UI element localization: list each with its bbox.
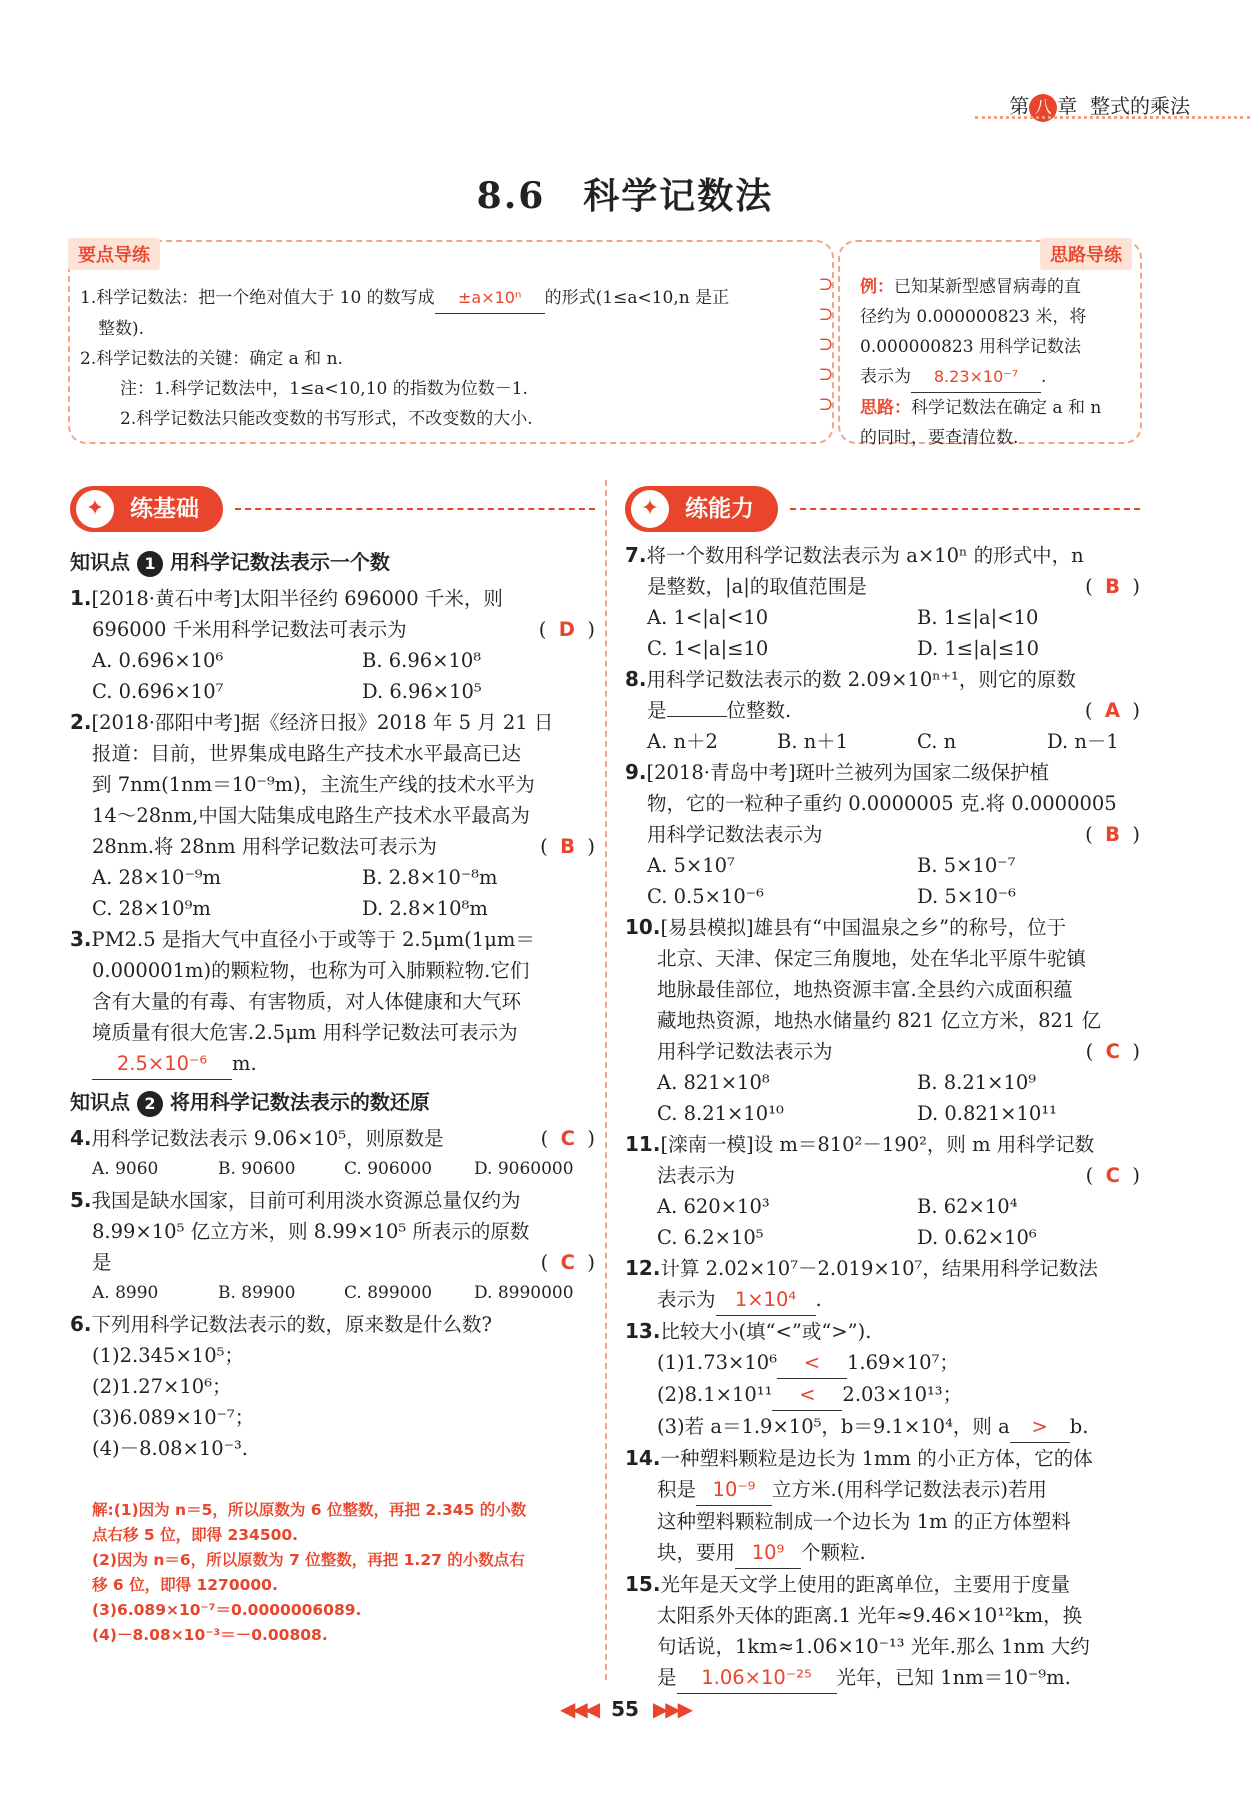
question-5: 5.我国是缺水国家，目前可利用淡水资源总量仅约为 8.99×10⁵ 亿立方米，则 8.99×10⁵ 所表示的原数 是 ( C ) A. 8990 B. 89900 C. 899000 D. 8990000 — [70, 1185, 595, 1309]
q10-answer: C — [1105, 1040, 1120, 1063]
q11-line-2: 法表示为 — [657, 1164, 736, 1187]
q13-sub-2a: (2)8.1×10¹¹ — [657, 1383, 773, 1406]
q2-line-3: 到 7nm(1nm＝10⁻⁹m)，主流生产线的技术水平为 — [92, 773, 535, 796]
q12-number: 12. — [625, 1256, 661, 1280]
question-12 — [625, 1253, 1140, 1316]
knowledge-point-2: 知识点 2 将用科学记数法表示的数还原 — [70, 1086, 595, 1117]
key-point-1-post: 的形式(1≤a<10,n 是正 — [544, 288, 730, 308]
question-9: 9.[2018·青岛中考]斑叶兰被列为国家二级保护植 物，它的一粒种子重约 0.0000005 克.将 0.0000005 用科学记数法表示为 ( B ) A. 5×10⁷ B. 5×10⁻⁷ C. 0.5×10⁻⁶ D. 5×10⁻⁶ — [625, 757, 1140, 912]
q15-line-3: 句话说，1km≈1.06×10⁻¹³ 光年.那么 1nm 大约 — [657, 1635, 1090, 1658]
page-footer — [0, 1697, 1250, 1721]
q8-option-b: B. n＋1 — [777, 730, 849, 753]
q13-sub-3a: (3)若 a＝1.9×10⁵，b＝9.1×10⁴，则 a — [657, 1415, 1010, 1438]
kp2-text: 将用科学记数法表示的数还原 — [169, 1090, 430, 1114]
question-1: 1.[2018·黄石中考]太阳半径约 696000 千米，则 696000 千米用科学记数法可表示为 ( D ) A. 0.696×10⁶ B. 6.96×10⁸ C. 0.696×10⁷ D. 6.96×10⁵ — [70, 583, 595, 707]
left-column — [70, 546, 595, 1648]
q3-post: m. — [232, 1052, 257, 1075]
solution-line-3: (2)因为 n＝6，所以原数为 7 位整数，再把 1.27 的小数点右 — [92, 1551, 525, 1569]
q4-option-b: B. 90600 — [218, 1159, 296, 1179]
question-6 — [70, 1309, 595, 1464]
q1-option-a: A. 0.696×10⁶ — [92, 649, 224, 672]
q10-option-a: A. 821×10⁸ — [657, 1071, 770, 1094]
q8-blank — [667, 716, 727, 717]
key-points-content — [80, 283, 820, 434]
section-basic-pill — [70, 486, 223, 532]
note-2: 2.科学记数法只能改变数的书写形式，不改变数的大小. — [120, 409, 533, 429]
section-ability-dash — [790, 508, 1140, 510]
q1-number: 1. — [70, 586, 92, 610]
q4-answer: C — [560, 1127, 575, 1150]
q3-line-3: 含有大量的有毒、有害物质，对人体健康和大气环 — [92, 990, 522, 1013]
key-point-2: 2.科学记数法的关键：确定 a 和 n. — [80, 349, 343, 369]
chapter-prefix: 第 — [1009, 94, 1030, 118]
q14-line-1: 一种塑料颗粒是边长为 1mm 的小正方体，它的体 — [660, 1447, 1093, 1470]
q10-option-d: D. 0.821×10¹¹ — [917, 1102, 1057, 1125]
chapter-title: 整式的乘法 — [1090, 94, 1190, 118]
q9-line-3: 用科学记数法表示为 — [647, 823, 823, 846]
q14-line-4a: 块，要用 — [657, 1541, 736, 1564]
q7-number: 7. — [625, 543, 647, 567]
section-basic-title: 练基础 — [130, 496, 199, 522]
q14-line-2a: 积是 — [657, 1478, 697, 1501]
question-10: 10.[易县模拟]雄县有“中国温泉之乡”的称号，位于 北京、天津、保定三角腹地，处在华北平原牛驼镇 地脉最佳部位，地热资源丰富.全县约六成面积蕴 藏地热资源，地热水储量约 821 亿立方米，821 亿 用科学记数法表示为 ( C ) A. 821×10⁸ B. 8.21×10⁹ C. 8.21×10¹⁰ D. 0.821×10¹¹ — [625, 912, 1140, 1129]
q8-option-c: C. n — [917, 730, 957, 753]
note-1: 注：1.科学记数法中，1≤a<10,10 的指数为位数－1. — [120, 379, 528, 399]
page-title: 8.6 科学记数法 — [476, 175, 774, 217]
key-point-1: 1.科学记数法：把一个绝对值大于 10 的数写成 — [80, 288, 435, 308]
q10-option-b: B. 8.21×10⁹ — [917, 1071, 1037, 1094]
column-divider — [605, 480, 607, 1680]
example-label: 例： — [860, 277, 894, 297]
example-line-2: 径约为 0.000000823 米，将 — [860, 307, 1087, 327]
q9-answer: B — [1105, 823, 1120, 846]
q10-line-4: 藏地热资源，地热水储量约 821 亿立方米，821 亿 — [657, 1009, 1102, 1032]
q13-line-1: 比较大小(填“<”或“>”). — [660, 1320, 872, 1343]
solution-line-5: (3)6.089×10⁻⁷＝0.0000006089. — [92, 1601, 362, 1619]
q15-line-4b: 光年，已知 1nm＝10⁻⁹m. — [836, 1666, 1071, 1689]
q1-option-b: B. 6.96×10⁸ — [362, 649, 482, 672]
q2-option-c: C. 28×10⁹m — [92, 897, 211, 920]
q2-line-4: 14～28nm,中国大陆集成电路生产技术水平最高为 — [92, 804, 530, 827]
q6-line-1: 下列用科学记数法表示的数，原来数是什么数? — [91, 1313, 492, 1336]
kp2-number: 2 — [137, 1091, 163, 1117]
runner-icon: ✦ — [76, 490, 114, 528]
q2-line-2: 报道：目前，世界集成电路生产技术水平最高已达 — [92, 742, 522, 765]
q7-option-a: A. 1<|a|<10 — [647, 606, 769, 629]
question-8: 8.用科学记数法表示的数 2.09×10ⁿ⁺¹，则它的原数 是 位整数. ( A ) A. n＋2 B. n＋1 C. n D. n－1 — [625, 664, 1140, 757]
section-ability-pill — [625, 486, 778, 532]
q6-sub-2: (2)1.27×10⁶； — [92, 1375, 232, 1398]
q10-line-3: 地脉最佳部位，地热资源丰富.全县约六成面积蕴 — [657, 978, 1073, 1001]
q7-option-c: C. 1<|a|≤10 — [647, 637, 769, 660]
section-ability-header — [625, 486, 1145, 532]
q7-option-d: D. 1≤|a|≤10 — [917, 637, 1039, 660]
thinking-content: 例：已知某新型感冒病毒的直 径约为 0.000000823 米，将 0.000000823 用科学记数法 表示为 8.23×10⁻⁷ . 思路：科学记数法在确定 a 和 n 的同时，要查清位数. — [860, 272, 1135, 453]
q13-sub-1b: 1.69×10⁷； — [847, 1351, 959, 1374]
q6-sub-3: (3)6.089×10⁻⁷； — [92, 1406, 255, 1429]
next-arrows-icon: ▶▶▶ — [652, 1697, 691, 1721]
q11-line-1: [滦南一模]设 m＝810²－190²，则 m 用科学记数 — [660, 1133, 1095, 1156]
question-11: 11.[滦南一模]设 m＝810²－190²，则 m 用科学记数 法表示为 ( C ) A. 620×10³ B. 62×10⁴ C. 6.2×10⁵ D. 0.62×10⁶ — [625, 1129, 1140, 1253]
q2-answer: B — [560, 835, 575, 858]
q1-option-d: D. 6.96×10⁵ — [362, 680, 482, 703]
q9-option-d: D. 5×10⁻⁶ — [917, 885, 1017, 908]
q8-number: 8. — [625, 667, 647, 691]
question-15 — [625, 1569, 1140, 1694]
q13-number: 13. — [625, 1319, 661, 1343]
q10-number: 10. — [625, 915, 661, 939]
chapter-number-badge: 八 — [1029, 94, 1057, 122]
q13-sub-1-answer: < — [777, 1347, 847, 1379]
q1-answer: D — [558, 618, 575, 641]
q4-option-d: D. 9060000 — [474, 1159, 574, 1179]
q3-line-2: 0.000001m)的颗粒物，也称为可入肺颗粒物.它们 — [92, 959, 530, 982]
chapter-suffix: 章 — [1057, 94, 1078, 118]
q7-option-b: B. 1≤|a|<10 — [917, 606, 1039, 629]
q10-line-2: 北京、天津、保定三角腹地，处在华北平原牛驼镇 — [657, 947, 1087, 970]
question-2: 2.[2018·邵阳中考]据《经济日报》2018 年 5 月 21 日 报道：目前，世界集成电路生产技术水平最高已达 到 7nm(1nm＝10⁻⁹m)，主流生产线的技术水平为 14～28nm,中国大陆集成电路生产技术水平最高为 28nm.将 28nm 用科学记数法可表示为 ( B ) A. 28×10⁻⁹m B. 2.8×10⁻⁸m C. 28×10⁹m D. 2.8×10⁸m — [70, 707, 595, 924]
q9-line-1: [2018·青岛中考]斑叶兰被列为国家二级保护植 — [646, 761, 1050, 784]
q5-line-1: 我国是缺水国家，目前可利用淡水资源总量仅约为 — [91, 1189, 521, 1212]
q15-answer: 1.06×10⁻²⁵ — [677, 1662, 837, 1694]
section-basic-header — [70, 486, 600, 532]
q8-line-1: 用科学记数法表示的数 2.09×10ⁿ⁺¹，则它的原数 — [646, 668, 1076, 691]
q13-sub-3b: b. — [1069, 1415, 1089, 1438]
example-line-3: 0.000000823 用科学记数法 — [860, 337, 1081, 357]
q9-number: 9. — [625, 760, 647, 784]
q12-post: . — [815, 1288, 822, 1311]
q7-line-1: 将一个数用科学记数法表示为 a×10ⁿ 的形式中，n — [646, 544, 1084, 567]
q15-number: 15. — [625, 1572, 661, 1596]
right-column — [625, 540, 1140, 1694]
ring-binder-icon: ⊃ ⊃ ⊃ ⊃ ⊃ — [818, 274, 834, 415]
key-points-tag: 要点导练 — [68, 238, 160, 270]
idea-line-1: 科学记数法在确定 a 和 n — [911, 398, 1102, 418]
q6-solution — [70, 1498, 595, 1648]
q4-number: 4. — [70, 1126, 92, 1150]
question-14 — [625, 1443, 1140, 1569]
q11-option-a: A. 620×10³ — [657, 1195, 770, 1218]
example-line-1: 已知某新型感冒病毒的直 — [894, 277, 1081, 297]
q15-line-4a: 是 — [657, 1666, 677, 1689]
q4-option-a: A. 9060 — [92, 1159, 159, 1179]
q10-line-5: 用科学记数法表示为 — [657, 1040, 833, 1063]
q6-sub-4: (4)－8.08×10⁻³. — [92, 1437, 249, 1460]
q12-line-2: 表示为 — [657, 1288, 716, 1311]
question-3 — [70, 924, 595, 1080]
q14-number: 14. — [625, 1446, 661, 1470]
q11-option-b: B. 62×10⁴ — [917, 1195, 1018, 1218]
q13-sub-1a: (1)1.73×10⁶ — [657, 1351, 778, 1374]
q6-number: 6. — [70, 1312, 92, 1336]
section-basic-dash — [235, 508, 595, 510]
q1-line-1: [2018·黄石中考]太阳半径约 696000 千米，则 — [91, 587, 503, 610]
q4-option-c: C. 906000 — [344, 1159, 433, 1179]
q14-answer-2: 10⁹ — [735, 1537, 801, 1569]
q5-option-d: D. 8990000 — [474, 1283, 574, 1303]
q11-option-d: D. 0.62×10⁶ — [917, 1226, 1037, 1249]
q13-sub-3-answer: > — [1010, 1411, 1070, 1443]
q8-answer: A — [1104, 699, 1120, 722]
kp1-text: 用科学记数法表示一个数 — [169, 550, 390, 574]
q10-line-1: [易县模拟]雄县有“中国温泉之乡”的称号，位于 — [660, 916, 1067, 939]
header-divider — [975, 116, 1250, 119]
q14-line-3: 这种塑料颗粒制成一个边长为 1m 的正方体塑料 — [657, 1510, 1071, 1533]
thinking-tag: 思路导练 — [1040, 238, 1132, 270]
q12-answer: 1×10⁴ — [716, 1284, 816, 1316]
q6-sub-1: (1)2.345×10⁵； — [92, 1344, 244, 1367]
key-point-1-cont: 整数). — [98, 319, 145, 339]
q9-option-c: C. 0.5×10⁻⁶ — [647, 885, 764, 908]
q1-line-2: 696000 千米用科学记数法可表示为 — [92, 618, 407, 641]
section-ability-title: 练能力 — [685, 496, 754, 522]
q5-line-2: 8.99×10⁵ 亿立方米，则 8.99×10⁵ 所表示的原数 — [92, 1220, 530, 1243]
q5-option-c: C. 899000 — [344, 1283, 433, 1303]
q15-line-2: 太阳系外天体的距离.1 光年≈9.46×10¹²km，换 — [657, 1604, 1083, 1627]
q11-number: 11. — [625, 1132, 661, 1156]
q5-line-3: 是 — [92, 1251, 112, 1274]
example-answer: 8.23×10⁻⁷ — [911, 362, 1041, 393]
q12-line-1: 计算 2.02×10⁷－2.019×10⁷，结果用科学记数法 — [660, 1257, 1098, 1280]
q13-sub-2-answer: < — [772, 1379, 842, 1411]
q2-option-a: A. 28×10⁻⁹m — [92, 866, 222, 889]
q9-option-b: B. 5×10⁻⁷ — [917, 854, 1016, 877]
q3-line-1: PM2.5 是指大气中直径小于或等于 2.5μm(1μm＝ — [91, 928, 535, 951]
question-4: 4.用科学记数法表示 9.06×10⁵，则原数是 ( C ) A. 9060 B. 90600 C. 906000 D. 9060000 — [70, 1123, 595, 1185]
q8-line-2a: 是 — [647, 699, 667, 722]
q3-answer: 2.5×10⁻⁶ — [92, 1048, 232, 1080]
q2-option-d: D. 2.8×10⁸m — [362, 897, 488, 920]
q5-answer: C — [560, 1251, 575, 1274]
q2-option-b: B. 2.8×10⁻⁸m — [362, 866, 498, 889]
solution-line-2: 点右移 5 位，即得 234500. — [92, 1526, 299, 1544]
key-point-1-answer: ±a×10ⁿ — [435, 283, 545, 314]
q3-line-4: 境质量有很大危害.2.5μm 用科学记数法可表示为 — [92, 1021, 518, 1044]
q8-option-d: D. n－1 — [1047, 730, 1119, 753]
question-13 — [625, 1316, 1140, 1443]
idea-line-2: 的同时，要查清位数. — [860, 428, 1019, 448]
q2-line-1: [2018·邵阳中考]据《经济日报》2018 年 5 月 21 日 — [91, 711, 554, 734]
prev-arrows-icon: ◀◀◀ — [559, 1697, 598, 1721]
q7-line-2: 是整数，|a|的取值范围是 — [647, 575, 867, 598]
q9-line-2: 物，它的一粒种子重约 0.0000005 克.将 0.0000005 — [647, 792, 1117, 815]
page-number: 55 — [611, 1697, 639, 1721]
q1-option-c: C. 0.696×10⁷ — [92, 680, 224, 703]
q10-option-c: C. 8.21×10¹⁰ — [657, 1102, 784, 1125]
q8-line-2b: 位整数. — [726, 699, 792, 722]
q2-number: 2. — [70, 710, 92, 734]
q14-answer-1: 10⁻⁹ — [696, 1474, 772, 1506]
q13-sub-2b: 2.03×10¹³； — [842, 1383, 963, 1406]
q11-option-c: C. 6.2×10⁵ — [657, 1226, 764, 1249]
q5-option-b: B. 89900 — [218, 1283, 296, 1303]
knowledge-point-1: 知识点 1 用科学记数法表示一个数 — [70, 546, 595, 577]
q14-line-2b: 立方米.(用科学记数法表示)若用 — [772, 1478, 1047, 1501]
kp1-number: 1 — [137, 551, 163, 577]
example-line-4: 表示为 — [860, 367, 911, 387]
q2-line-5: 28nm.将 28nm 用科学记数法可表示为 — [92, 835, 437, 858]
q7-answer: B — [1105, 575, 1120, 598]
question-7: 7.将一个数用科学记数法表示为 a×10ⁿ 的形式中，n 是整数，|a|的取值范围是 ( B ) A. 1<|a|<10 B. 1≤|a|<10 C. 1<|a|≤10 D. 1≤|a|≤10 — [625, 540, 1140, 664]
q15-line-1: 光年是天文学上使用的距离单位，主要用于度量 — [660, 1573, 1070, 1596]
idea-label: 思路： — [860, 398, 911, 418]
runner-icon: ✦ — [631, 490, 669, 528]
q14-line-4b: 个颗粒. — [801, 1541, 866, 1564]
solution-line-1: 解:(1)因为 n＝5，所以原数为 6 位整数，再把 2.345 的小数 — [92, 1501, 527, 1519]
solution-line-4: 移 6 位，即得 1270000. — [92, 1576, 278, 1594]
q5-number: 5. — [70, 1188, 92, 1212]
q3-number: 3. — [70, 927, 92, 951]
q8-option-a: A. n＋2 — [647, 730, 718, 753]
q4-line-1: 用科学记数法表示 9.06×10⁵，则原数是 — [91, 1127, 444, 1150]
q9-option-a: A. 5×10⁷ — [647, 854, 735, 877]
q5-option-a: A. 8990 — [92, 1283, 159, 1303]
solution-line-6: (4)－8.08×10⁻³＝－0.00808. — [92, 1626, 328, 1644]
q11-answer: C — [1105, 1164, 1120, 1187]
